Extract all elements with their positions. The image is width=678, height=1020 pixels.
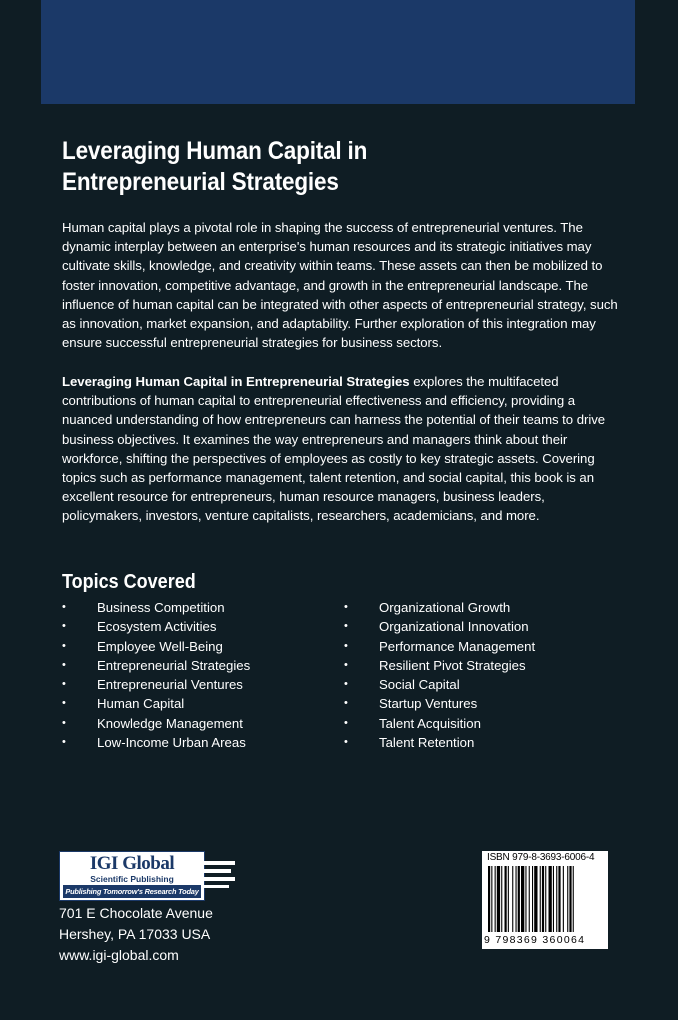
publisher-address xyxy=(59,903,213,966)
address-city: Hershey, PA 17033 USA xyxy=(59,926,211,942)
topic-label: Resilient Pivot Strategies xyxy=(379,657,526,673)
book-title xyxy=(62,136,566,198)
top-color-band xyxy=(41,0,635,104)
bullet-icon: • xyxy=(62,736,66,749)
topic-label: Employee Well-Being xyxy=(97,638,223,654)
publisher-website: www.igi-global.com xyxy=(59,947,179,963)
topic-label: Business Competition xyxy=(97,600,225,615)
bullet-icon: • xyxy=(344,639,348,652)
topic-label: Startup Ventures xyxy=(379,696,478,712)
logo-tagline: Publishing Tomorrow's Research Today xyxy=(63,885,201,898)
logo-box xyxy=(59,851,205,901)
topics-heading: Topics Covered xyxy=(62,571,196,593)
description-paragraph-1: Human capital plays a pivotal role in shaping the success of entrepreneurial ventures. The dynamic interplay between an enterprise's human resources and its strategic initiatives may cultivate skills, knowledge, and creativity within teams. These assets can then be mobilized to foster innovation, competitive advantage, and growth in the entrepreneurial landscape. The influence of human capital can be integrated with other aspects of entrepreneurial strategy, such as innovation, market expansion, and adaptability. Further exploration of this integration may ensure successful entrepreneurial strategies for business sectors. xyxy=(62,220,618,351)
bullet-icon: • xyxy=(344,716,348,729)
topic-label: Performance Management xyxy=(379,638,536,654)
topic-label: Organizational Growth xyxy=(379,600,511,615)
bullet-icon: • xyxy=(62,697,66,710)
logo-brand-name: IGI Global xyxy=(89,853,175,874)
barcode-number: 9 798369 360064 xyxy=(484,934,586,946)
topic-label: Knowledge Management xyxy=(97,715,243,731)
bullet-icon: • xyxy=(62,716,66,729)
logo-subtitle: Scientific Publishing xyxy=(90,874,174,884)
address-street: 701 E Chocolate Avenue xyxy=(59,905,213,921)
bullet-icon: • xyxy=(344,658,348,671)
publisher-logo xyxy=(59,851,237,901)
bullet-icon: • xyxy=(62,658,66,671)
bullet-icon: • xyxy=(344,736,348,749)
bullet-icon: • xyxy=(344,697,348,710)
barcode-bars-icon xyxy=(488,866,602,934)
topic-label: Talent Acquisition xyxy=(379,715,481,731)
topic-label: Entrepreneurial Strategies xyxy=(97,657,251,673)
description-book-title-bold: Leveraging Human Capital in Entrepreneurial Strategies xyxy=(62,374,410,389)
topic-label: Low-Income Urban Areas xyxy=(97,735,246,751)
bullet-icon: • xyxy=(344,620,348,633)
topic-label: Talent Retention xyxy=(379,735,475,751)
isbn-label: ISBN 979-8-3693-6006-4 xyxy=(487,852,595,863)
bullet-icon: • xyxy=(344,678,348,691)
topic-label: Organizational Innovation xyxy=(379,619,529,635)
bullet-icon: • xyxy=(344,601,348,613)
bullet-icon: • xyxy=(62,620,66,633)
bullet-icon: • xyxy=(62,639,66,652)
topic-label: Human Capital xyxy=(97,696,185,712)
topic-label: Entrepreneurial Ventures xyxy=(97,677,243,693)
bullet-icon: • xyxy=(62,601,66,613)
description-paragraph-2-text: explores the multifaceted contributions of human capital to entrepreneurial effectiveness and efficiency, providing a nuanced understanding of how entrepreneurs can harness the potential of their teams to drive business objectives. It examines the way entrepreneurs and managers think about their workforce, shifting the perspectives of employees as costly to key strategic assets. Covering topics such as performance management, talent retention, and social capital, this book is an excellent resource for entrepreneurs, human resource managers, business leaders, policymakers, investors, venture capitalists, researchers, academicians, and more. xyxy=(62,374,606,524)
logo-stripes-icon xyxy=(203,859,237,893)
book-title-line-1: Leveraging Human Capital in xyxy=(62,137,368,165)
isbn-barcode xyxy=(482,851,608,949)
topic-label: Social Capital xyxy=(379,677,460,693)
topic-label: Ecosystem Activities xyxy=(97,619,217,635)
bullet-icon: • xyxy=(62,678,66,691)
description-paragraph-2 xyxy=(62,372,622,526)
book-title-line-2: Entrepreneurial Strategies xyxy=(62,168,339,196)
